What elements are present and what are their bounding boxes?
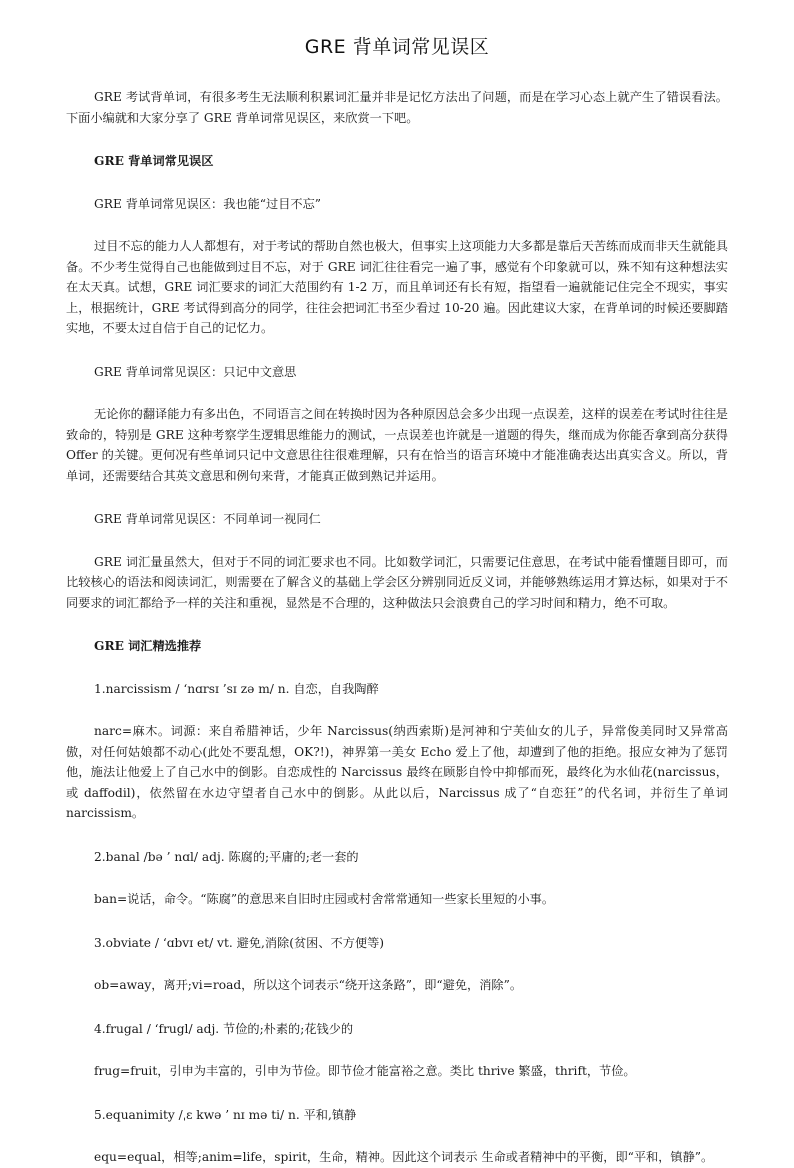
word-3-explanation: ob=away，离开;vi=road，所以这个词表示“绕开这条路”，即“避免，消除”。 bbox=[94, 978, 523, 992]
word-4-entry: 4.frugal / ‘frugl/ adj. 节俭的;朴素的;花钱少的 bbox=[94, 1021, 354, 1036]
word-5-entry: 5.equanimity /ˌɛ kwə ’ nɪ mə ti/ n. 平和,镇静 bbox=[94, 1107, 357, 1122]
word-4-explanation: frug=fruit，引申为丰富的，引申为节俭。即节俭才能富裕之意。类比 thrive 繁盛，thrift，节俭。 bbox=[94, 1064, 636, 1078]
page-title: GRE 背单词常见误区 bbox=[304, 36, 490, 58]
section-heading-vocabulary: GRE 词汇精选推荐 bbox=[94, 639, 202, 653]
word-3-entry: 3.obviate / ‘ɑbvɪ et/ vt. 避免,消除(贫困、不方便等) bbox=[94, 935, 385, 950]
word-1-entry: 1.narcissism / ‘nɑrsɪ ’sɪ zə m/ n. 自恋，自我陶醉 bbox=[94, 681, 379, 696]
misconception-1-subheading: GRE 背单词常见误区：我也能“过目不忘” bbox=[94, 196, 322, 211]
word-1-explanation: narc=麻木。词源：来自希腊神话，少年 Narcissus(纳西索斯)是河神和宁芙仙女的儿子，异常俊美同时又异常高傲，对任何姑娘都不动心(此处不要乱想，OK?!)，神界第一美女 Echo 爱上了他，却遭到了他的拒绝。报应女神为了惩罚他，施法让他爱上了自己水中的倒影。自恋成性的 Narcissus 最终在顾影自怜中抑郁而死，最终化为水仙花(narcissus，或 daffodil)，依然留在水边守望者自己水中的倒影。从此以后，Narcissus 成了“自恋狂”的代名词，并衍生了单词 narcissism。 bbox=[66, 724, 728, 820]
word-2-explanation: ban=说话，命令。“陈腐”的意思来自旧时庄园或村舍常常通知一些家长里短的小事。 bbox=[94, 892, 555, 906]
word-2-entry: 2.banal /bə ’ nɑl/ adj. 陈腐的;平庸的;老一套的 bbox=[94, 849, 359, 864]
intro-paragraph: GRE 考试背单词，有很多考生无法顺利积累词汇量并非是记忆方法出了问题，而是在学习心态上就产生了错误看法。下面小编就和大家分享了 GRE 背单词常见误区，来欣赏一下吧。 bbox=[66, 90, 728, 125]
misconception-1-body: 过目不忘的能力人人都想有，对于考试的帮助自然也极大，但事实上这项能力大多都是靠后天苦练而成而非天生就能具备。不少考生觉得自己也能做到过目不忘，对于 GRE 词汇往往看完一遍了事，感觉有个印象就可以，殊不知有这种想法实在太天真。试想，GRE 词汇要求的词汇大范围约有 1-2 万，而且单词还有长有短，指望看一遍就能记住完全不现实，事实上，根据统计，GRE 考试得到高分的同学，往往会把词汇书至少看过 10-20 遍。因此建议大家，在背单词的时候还要脚踏实地，不要太过自信于自己的记忆力。 bbox=[66, 239, 728, 335]
misconception-3-subheading: GRE 背单词常见误区：不同单词一视同仁 bbox=[94, 512, 321, 526]
misconception-2-body: 无论你的翻译能力有多出色，不同语言之间在转换时因为各种原因总会多少出现一点误差，这样的误差在考试时往往是致命的，特别是 GRE 这种考察学生逻辑思维能力的测试，一点误差也许就是一道题的得失，继而成为你能否拿到高分获得 Offer 的关键。更何况有些单词只记中文意思往往很难理解，只有在恰当的语言环境中才能准确表达出真实含义。所以，背单词，还需要结合其英文意思和例句来背，才能真正做到熟记并运用。 bbox=[66, 407, 728, 483]
misconception-3-body: GRE 词汇量虽然大，但对于不同的词汇要求也不同。比如数学词汇，只需要记住意思，在考试中能看懂题目即可，而比较核心的语法和阅读词汇，则需要在了解含义的基础上学会区分辨别同近反义词，并能够熟练运用才算达标，如果对于不同要求的词汇都给予一样的关注和重视，显然是不合理的，这种做法只会浪费自己的学习时间和精力，绝不可取。 bbox=[66, 554, 728, 610]
section-heading-misconceptions: GRE 背单词常见误区 bbox=[94, 154, 214, 168]
word-5-explanation: equ=equal，相等;anim=life，spirit，生命，精神。因此这个词表示 生命或者精神中的平衡，即“平和，镇静”。 bbox=[94, 1150, 714, 1164]
misconception-2-subheading: GRE 背单词常见误区：只记中文意思 bbox=[94, 364, 297, 379]
